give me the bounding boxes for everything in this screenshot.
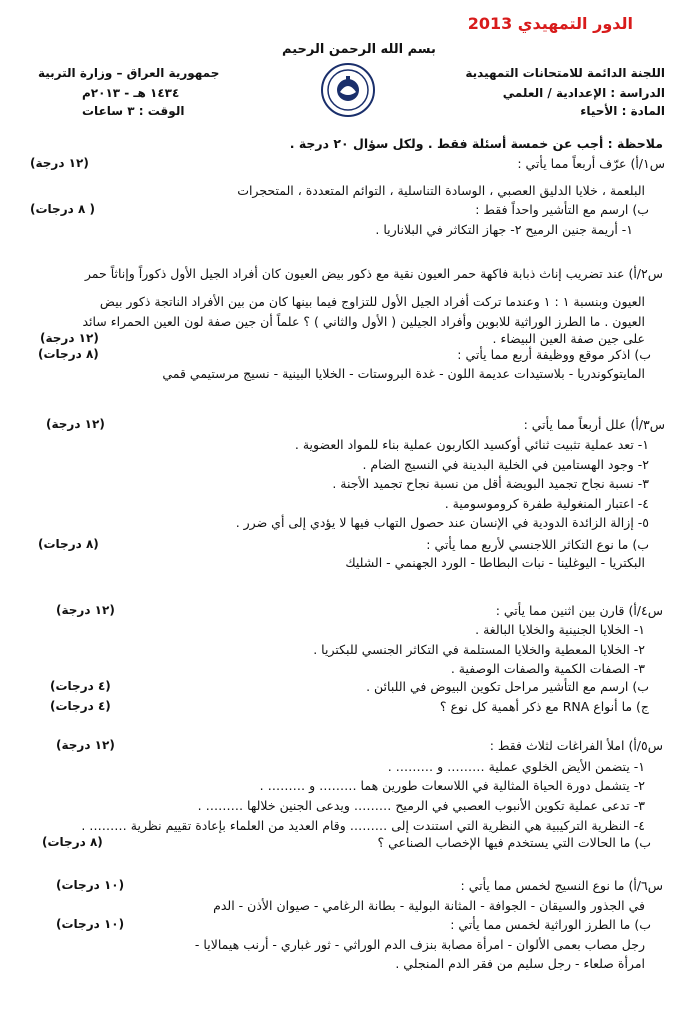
marks-label: (٤ درجات) xyxy=(50,679,111,693)
committee-name: اللجنة الدائمة للامتحانات التمهيدية xyxy=(465,66,665,80)
marks-label: (١٢ درجة) xyxy=(30,156,89,170)
marks-label: (١٢ درجة) xyxy=(46,417,105,431)
time-line: الوقت : ٣ ساعات xyxy=(82,104,185,118)
question-line: ب) ما الحالات التي يستخدم فيها الإخصاب الصناعي ؟ xyxy=(377,835,651,850)
question-line: ب) ما الطرز الوراثية لخمس مما يأتي : xyxy=(450,917,651,932)
question-line: س١/أ) عرّف أربعاً مما يأتي : xyxy=(517,156,665,171)
question-line: في الجذور والسيقان - الجوافة - المثانة البولية - بطانة الرغامي - صيوان الأذن - الدم xyxy=(213,898,645,913)
marks-label: (١٠ درجات) xyxy=(56,878,125,892)
ministry-line: جمهورية العراق – وزارة التربية xyxy=(38,66,220,80)
question-line: ٢- يتشمل دورة الحياة المثالية في اللاسعات طورين هما ……… و ……… . xyxy=(259,778,645,793)
question-line: ١- الخلايا الجنينية والخلايا البالغة . xyxy=(475,622,645,637)
question-line: امرأة صلعاء - رجل سليم من فقر الدم المنجلي . xyxy=(395,956,645,971)
exam-note: ملاحظة : أجب عن خمسة أسئلة فقط . ولكل سؤال ٢٠ درجة . xyxy=(289,136,663,151)
question-line: البلعمة ، خلايا الدليق العصبي ، الوسادة التناسلية ، التوائم المتعددة ، المتحجرات xyxy=(237,183,645,198)
question-line: ١- تعد عملية تثبيت ثنائي أوكسيد الكاربون عملية بناء للمواد العضوية . xyxy=(294,437,649,452)
marks-label: (٨ درجات) xyxy=(42,835,103,849)
question-line: ١- يتضمن الأيض الخلوي عملية ……… و ……… . xyxy=(387,759,645,774)
marks-label: (١٢ درجة) xyxy=(40,331,99,345)
question-line: ٣- نسبة نجاح تجميد البويضة أقل من نسبة نجاح تجميد الأجنة . xyxy=(332,476,649,491)
question-line: س٦/أ) ما نوع النسيج لخمس مما يأتي : xyxy=(460,878,663,893)
question-line: س٥/أ) املأ الفراغات لثلاث فقط : xyxy=(489,738,663,753)
question-line: رجل مصاب بعمى الألوان - امرأة مصابة بنزف الدم الوراثي - ثور غباري - أرنب هيمالايا - xyxy=(194,937,645,952)
marks-label: (١٠ درجات) xyxy=(56,917,125,931)
question-line: على جين صفة العين البيضاء . xyxy=(492,331,645,346)
year-line: ١٤٣٤ هـ - ٢٠١٣م xyxy=(82,86,180,100)
question-line: ب) ارسم مع التأشير واحداً فقط : xyxy=(475,202,649,217)
question-line: ٢- الخلايا المعطية والخلايا المستلمة في التكاثر الجنسي للبكتريا . xyxy=(313,642,645,657)
question-line: س٣/أ) علل أربعاً مما يأتي : xyxy=(523,417,665,432)
question-line: ب) ما نوع التكاثر اللاجنسي لأربع مما يأتي : xyxy=(426,537,649,552)
question-line: العيون . ما الطرز الوراثية للابوين وأفراد الجيلين ( الأول والثاني ) ؟ علماً أن جين صفة لون العين الحمراء سائد xyxy=(82,314,645,329)
question-line: ٣- الصفات الكمية والصفات الوصفية . xyxy=(450,661,645,676)
question-line: ٥- إزالة الزائدة الدودية في الإنسان عند حصول التهاب فيها لا يؤدي إلى أي ضرر . xyxy=(235,515,649,530)
question-line: المايتوكوندريا - بلاستيدات عديمة اللون - غدة البروستات - الخلايا البينية - نسيج مرستيمي قمي xyxy=(162,366,645,381)
question-line: العيون وبنسبة ١ : ١ وعندما تركت أفراد الجيل الأول للتزاوج فيما بينها كان من بين الأفراد الناتجة ذكور بيض xyxy=(99,294,645,309)
exam-round-title: الدور التمهيدي 2013 xyxy=(467,14,633,33)
question-line: ١- أريمة جنين الرميح ٢- جهاز التكاثر في البلاناريا . xyxy=(375,222,633,237)
basmala: بسم الله الرحمن الرحيم xyxy=(282,42,436,57)
marks-label: (١٢ درجة) xyxy=(56,603,115,617)
marks-label: (٨ درجات) xyxy=(38,347,99,361)
study-line: الدراسة : الإعدادية / العلمي xyxy=(502,86,665,100)
question-line: ٤- اعتبار المنغولية طفرة كروموسومية . xyxy=(444,496,649,511)
marks-label: (٨ درجات) xyxy=(38,537,99,551)
marks-label: ( ٨ درجات) xyxy=(30,202,95,216)
question-line: ج) ما أنواع RNA مع ذكر أهمية كل نوع ؟ xyxy=(439,699,649,714)
subject-line: المادة : الأحياء xyxy=(580,104,665,118)
marks-label: (٤ درجات) xyxy=(50,699,111,713)
question-line: ٢- وجود الهستامين في الخلية البدينة في النسيج الضام . xyxy=(362,457,649,472)
marks-label: (١٢ درجة) xyxy=(56,738,115,752)
question-line: ب) اذكر موقع ووظيفة أربع مما يأتي : xyxy=(457,347,651,362)
question-line: البكتريا - اليوغلينا - نبات البطاطا - الورد الجهنمي - الشليك xyxy=(345,555,645,570)
question-line: س٢/أ) عند تضريب إناث ذبابة فاكهة حمر العيون نقية مع ذكور بيض العيون كان أفراد الجيل الأول ذكوراً وإناثاً حمر xyxy=(84,266,663,281)
question-line: ب) ارسم مع التأشير مراحل تكوين البيوض في اللبائن . xyxy=(366,679,649,694)
ministry-seal-logo xyxy=(320,62,376,118)
question-line: ٣- تدعى عملية تكوين الأنبوب العصبي في الرميح ……… ويدعى الجنين خلالها ……… . xyxy=(197,798,645,813)
question-line: س٤/أ) قارن بين اثنين مما يأتي : xyxy=(495,603,663,618)
question-line: ٤- النظرية التركيبية هي النظرية التي استندت إلى ……… وقام العديد من العلماء بإعادة تقييم نظرية ……… . xyxy=(81,818,645,833)
